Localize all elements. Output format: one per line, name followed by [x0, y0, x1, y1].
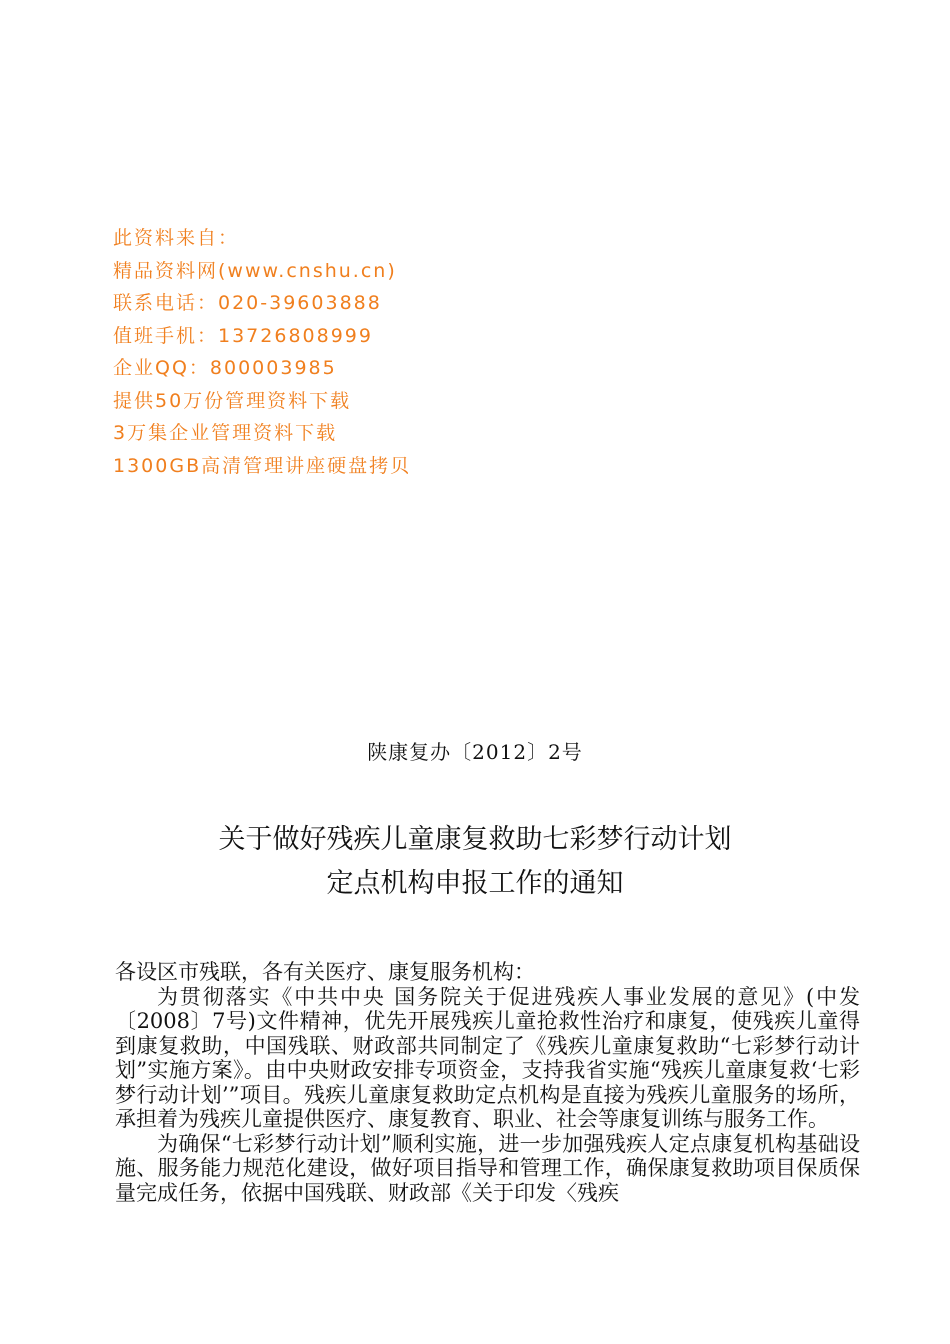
source-line-qq: 企业QQ：800003985	[113, 357, 337, 379]
source-line-offer-3: 1300GB高清管理讲座硬盘拷贝	[113, 454, 412, 477]
source-info-block	[113, 222, 613, 482]
body-paragraph-2: 为确保“七彩梦行动计划”顺利实施，进一步加强残疾人定点康复机构基础设施、服务能力规范化建设，做好项目指导和管理工作，确保康复救助项目保质保量完成任务，依据中国残联、财政部《关于印发〈残疾	[115, 1131, 860, 1205]
source-line-offer-2: 3万集企业管理资料下载	[113, 422, 338, 444]
document-title	[0, 818, 950, 906]
source-line-intro: 此资料来自：	[113, 227, 240, 249]
source-line-phone: 联系电话：020-39603888	[113, 292, 382, 314]
body-paragraph-1: 为贯彻落实《中共中央 国务院关于促进残疾人事业发展的意见》(中发〔2008〕7号)文件精神，优先开展残疾儿童抢救性治疗和康复，使残疾儿童得到康复救助，中国残联、财政部共同制定了《残疾儿童康复救助“七彩梦行动计划”实施方案》。由中央财政安排专项资金，支持我省实施“残疾儿童康复救‘七彩梦行动计划’”项目。残疾儿童康复救助定点机构是直接为残疾儿童服务的场所，承担着为残疾儿童提供医疗、康复教育、职业、社会等康复训练与服务工作。	[115, 984, 860, 1131]
source-line-offer-1: 提供50万份管理资料下载	[113, 389, 352, 412]
document-number: 陕康复办〔2012〕2号	[367, 740, 583, 764]
document-body	[115, 960, 860, 1205]
source-line-website: 精品资料网(www.cnshu.cn)	[113, 259, 397, 282]
source-line-mobile: 值班手机：13726808999	[113, 324, 373, 347]
title-line-2: 定点机构申报工作的通知	[326, 868, 624, 899]
salutation: 各设区市残联，各有关医疗、康复服务机构：	[115, 960, 535, 984]
title-line-1: 关于做好残疾儿童康复救助七彩梦行动计划	[218, 824, 732, 855]
